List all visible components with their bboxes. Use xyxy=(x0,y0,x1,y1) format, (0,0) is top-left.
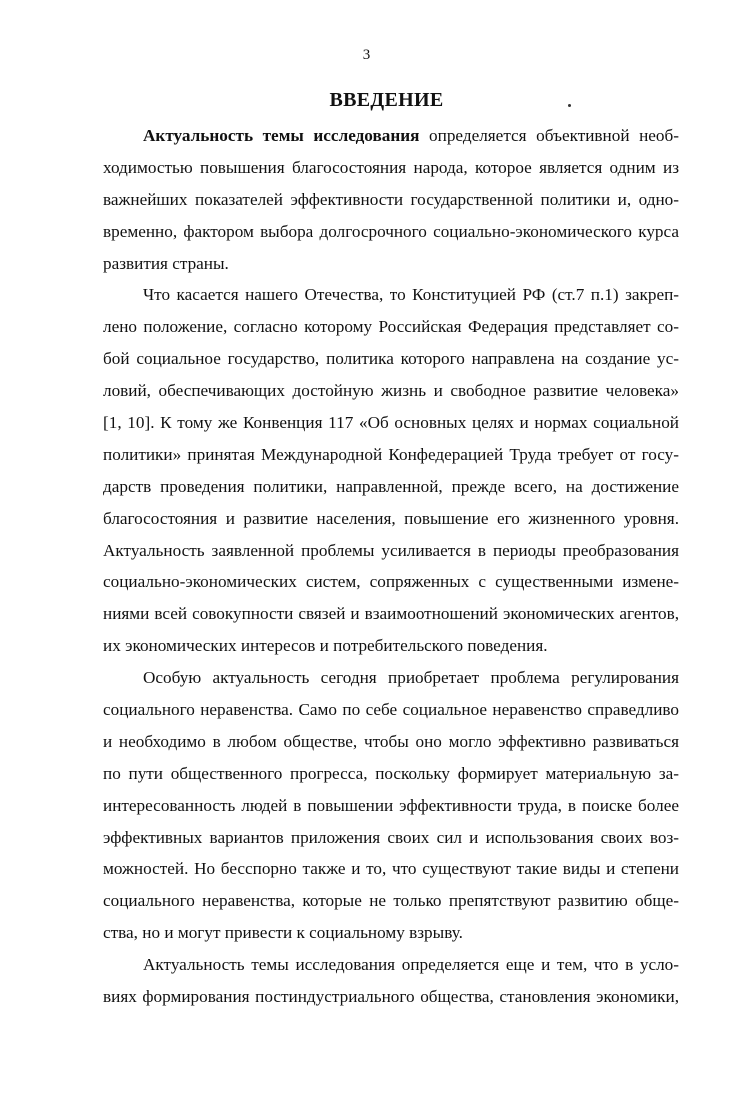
text-line: дарств проведения политики, направленной, прежде всего, на достижение xyxy=(103,476,679,496)
text-line: важнейших показателей эффективности государственной политики и, одно- xyxy=(103,189,679,209)
text-line: [1, 10]. К тому же Конвенция 117 «Об основных целях и нормах социальной xyxy=(103,413,679,433)
text-line: Актуальность темы исследования определяется еще и тем, что в усло- xyxy=(143,955,679,975)
text-line: бой социальное государство, политика которого направлена на создание ус- xyxy=(103,349,679,369)
text-line: социально-экономических систем, сопряженных с существенными измене- xyxy=(103,572,679,592)
text-line: социального неравенства, которые не только препятствуют развитию обще- xyxy=(103,891,679,911)
paragraph-3 xyxy=(103,662,679,949)
text-line: виях формирования постиндустриального общества, становления экономики, xyxy=(103,987,679,1007)
text-line: ства, но и могут привести к социальному взрыву. xyxy=(103,923,463,943)
text-line: их экономических интересов и потребительского поведения. xyxy=(103,636,548,656)
paragraph-1 xyxy=(103,120,679,279)
text-line: временно, фактором выбора долгосрочного социально-экономического курса xyxy=(103,221,679,241)
text-line: Актуальность темы исследования определяется объективной необ- xyxy=(143,126,679,145)
scan-speck xyxy=(568,104,571,107)
bold-lead: Актуальность темы исследования xyxy=(143,126,420,145)
document-body xyxy=(103,120,679,1013)
text-line: ниями всей совокупности связей и взаимоотношений экономических агентов, xyxy=(103,604,679,624)
page-heading: ВВЕДЕНИЕ xyxy=(329,89,444,111)
text-line: лено положение, согласно которому Российская Федерация представляет со- xyxy=(103,317,679,337)
text-line: по пути общественного прогресса, поскольку формирует материальную за- xyxy=(103,763,679,783)
text-line: можностей. Но бесспорно также и то, что существуют такие виды и степени xyxy=(103,859,679,879)
text-line: благосостояния и развитие населения, повышение его жизненного уровня. xyxy=(103,508,679,528)
text-line: Актуальность заявленной проблемы усиливается в периоды преобразования xyxy=(103,540,679,560)
text-line: и необходимо в любом обществе, чтобы оно могло эффективно развиваться xyxy=(103,731,679,751)
text-line: Что касается нашего Отечества, то Конституцией РФ (ст.7 п.1) закреп- xyxy=(143,285,679,305)
text-line: ходимостью повышения благосостояния народа, которое является одним из xyxy=(103,157,679,177)
paragraph-2 xyxy=(103,279,679,662)
text-line: ловий, обеспечивающих достойную жизнь и свободное развитие человека» xyxy=(103,381,679,401)
paragraph-4 xyxy=(103,949,679,1013)
text-line: социального неравенства. Само по себе социальное неравенство справедливо xyxy=(103,700,679,720)
text-line: интересованность людей в повышении эффективности труда, в поиске более xyxy=(103,795,679,815)
text-line: Особую актуальность сегодня приобретает проблема регулирования xyxy=(143,668,679,688)
text-line: политики» принятая Международной Конфедерацией Труда требует от госу- xyxy=(103,444,679,464)
text-line: эффективных вариантов приложения своих сил и использования своих воз- xyxy=(103,827,679,847)
text-line: развития страны. xyxy=(103,253,229,273)
page-number: 3 xyxy=(362,47,371,63)
